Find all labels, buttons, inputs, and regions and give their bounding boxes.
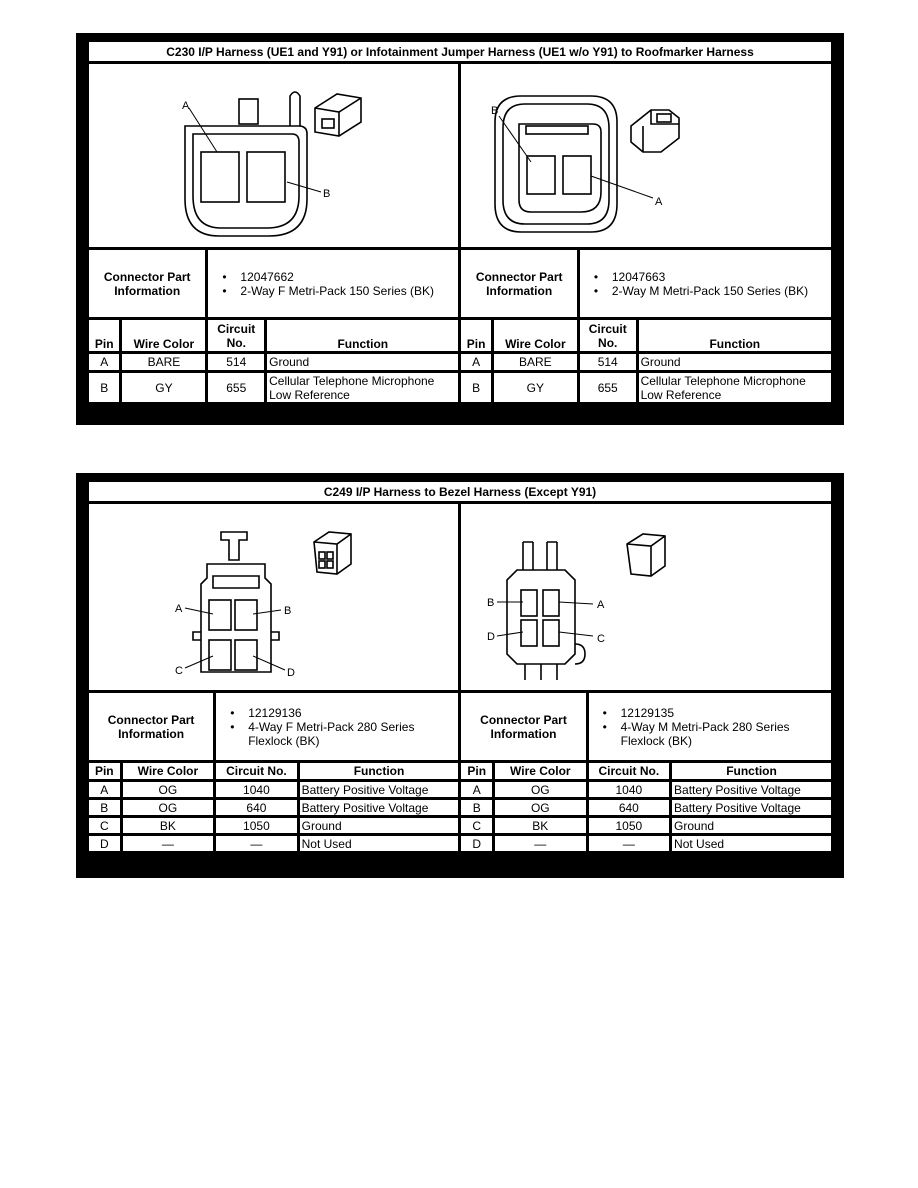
c249-right-part-number: • 12129135 bbox=[597, 706, 831, 720]
table-row bbox=[88, 372, 833, 404]
c230-left-header-pin: Pin bbox=[88, 319, 121, 353]
c230-right-part-info bbox=[578, 249, 832, 319]
c249-right-cpi-label: Connector Part Information bbox=[460, 692, 587, 762]
c249-left-pin-a: A bbox=[88, 781, 122, 799]
c249-right-function-d: Not Used bbox=[671, 835, 833, 853]
c249-header-row bbox=[88, 762, 833, 781]
c230-left-part-description: • 2-Way F Metri-Pack 150 Series (BK) bbox=[216, 284, 458, 298]
c249-callout-c: C bbox=[175, 665, 183, 677]
c230-left-part-number: • 12047662 bbox=[216, 270, 458, 284]
c230-left-part-info bbox=[207, 249, 460, 319]
c249-male-callout-a: A bbox=[597, 599, 605, 611]
c230-right-circuit-b: 655 bbox=[578, 372, 637, 404]
c230-right-part-description: • 2-Way M Metri-Pack 150 Series (BK) bbox=[588, 284, 831, 298]
c249-right-color-c: BK bbox=[494, 817, 588, 835]
connector-table-c230 bbox=[76, 33, 844, 425]
c249-right-pin-a: A bbox=[460, 781, 494, 799]
c249-right-color-d: — bbox=[494, 835, 588, 853]
c249-left-circuit-a: 1040 bbox=[215, 781, 298, 799]
c249-right-color-a: OG bbox=[494, 781, 588, 799]
c230-right-header-wire-color: Wire Color bbox=[492, 319, 578, 353]
c249-right-circuit-a: 1040 bbox=[587, 781, 670, 799]
c249-left-function-d: Not Used bbox=[298, 835, 460, 853]
c249-left-header-pin: Pin bbox=[88, 762, 122, 781]
c230-right-pin-b: B bbox=[460, 372, 492, 404]
c249-right-function-a: Battery Positive Voltage bbox=[671, 781, 833, 799]
c249-title: C249 I/P Harness to Bezel Harness (Except Y91) bbox=[88, 481, 833, 503]
c249-left-pin-c: C bbox=[88, 817, 122, 835]
c230-left-circuit-a: 514 bbox=[207, 353, 266, 372]
c249-right-header-function: Function bbox=[671, 762, 833, 781]
c249-male-callout-d: D bbox=[487, 631, 496, 643]
c249-right-pin-b: B bbox=[460, 799, 494, 817]
c249-left-part-description: • 4-Way F Metri-Pack 280 Series Flexlock (BK) bbox=[224, 720, 458, 748]
c230-left-header-circuit: Circuit No. bbox=[207, 319, 266, 353]
c249-right-header-circuit: Circuit No. bbox=[587, 762, 670, 781]
c230-female-connector-drawing bbox=[89, 64, 457, 247]
c249-right-function-b: Battery Positive Voltage bbox=[671, 799, 833, 817]
c249-right-header-wire-color: Wire Color bbox=[494, 762, 588, 781]
c249-left-circuit-d: — bbox=[215, 835, 298, 853]
c249-male-callout-b: B bbox=[487, 597, 495, 609]
c230-male-callout-b: B bbox=[491, 105, 499, 117]
c249-right-pin-c: C bbox=[460, 817, 494, 835]
c249-left-cpi-label: Connector Part Information bbox=[88, 692, 215, 762]
table-row bbox=[88, 799, 833, 817]
c230-right-pin-a: A bbox=[460, 353, 492, 372]
c230-table bbox=[86, 39, 834, 405]
c230-left-color-b: GY bbox=[121, 372, 207, 404]
c249-left-function-b: Battery Positive Voltage bbox=[298, 799, 460, 817]
c230-title: C230 I/P Harness (UE1 and Y91) or Infotainment Jumper Harness (UE1 w/o Y91) to Roofmarker Harness bbox=[88, 41, 833, 63]
c249-right-circuit-d: — bbox=[587, 835, 670, 853]
c249-left-function-c: Ground bbox=[298, 817, 460, 835]
c230-left-header-wire-color: Wire Color bbox=[121, 319, 207, 353]
c249-left-function-a: Battery Positive Voltage bbox=[298, 781, 460, 799]
c230-right-function-b: Cellular Telephone Microphone Low Reference bbox=[637, 372, 832, 404]
table-row bbox=[88, 817, 833, 835]
c230-left-pin-b: B bbox=[88, 372, 121, 404]
c249-left-color-b: OG bbox=[121, 799, 215, 817]
c249-male-connector-drawing bbox=[461, 504, 827, 690]
c249-right-color-b: OG bbox=[494, 799, 588, 817]
c230-right-function-a: Ground bbox=[637, 353, 832, 372]
c249-male-callout-c: C bbox=[597, 633, 606, 645]
c249-right-header-pin: Pin bbox=[460, 762, 494, 781]
c249-left-part-number: • 12129136 bbox=[224, 706, 458, 720]
c249-callout-b: B bbox=[284, 605, 292, 617]
c249-callout-a: A bbox=[175, 603, 183, 615]
c249-left-color-a: OG bbox=[121, 781, 215, 799]
c249-right-function-c: Ground bbox=[671, 817, 833, 835]
c249-left-color-c: BK bbox=[121, 817, 215, 835]
c249-right-part-description: • 4-Way M Metri-Pack 280 Series Flexlock (BK) bbox=[597, 720, 831, 748]
c249-left-header-function: Function bbox=[298, 762, 460, 781]
c249-table bbox=[86, 479, 834, 854]
c230-male-connector-drawing bbox=[461, 64, 829, 247]
c249-left-pin-d: D bbox=[88, 835, 122, 853]
c249-left-color-d: — bbox=[121, 835, 215, 853]
c230-callout-a: A bbox=[182, 100, 190, 112]
c230-left-function-b: Cellular Telephone Microphone Low Reference bbox=[266, 372, 460, 404]
c230-left-cpi-label: Connector Part Information bbox=[88, 249, 207, 319]
c230-male-connector-diagram bbox=[460, 63, 833, 249]
c249-male-connector-diagram bbox=[460, 503, 833, 692]
c249-female-connector-diagram bbox=[88, 503, 460, 692]
connector-table-c249 bbox=[76, 473, 844, 878]
c249-callout-d: D bbox=[287, 667, 295, 679]
c249-right-circuit-b: 640 bbox=[587, 799, 670, 817]
c230-male-callout-a: A bbox=[655, 196, 663, 208]
c230-right-circuit-a: 514 bbox=[578, 353, 637, 372]
c249-right-pin-d: D bbox=[460, 835, 494, 853]
c230-header-row bbox=[88, 319, 833, 353]
c230-right-color-b: GY bbox=[492, 372, 578, 404]
c249-right-circuit-c: 1050 bbox=[587, 817, 670, 835]
c230-female-connector-diagram bbox=[88, 63, 460, 249]
c230-right-color-a: BARE bbox=[492, 353, 578, 372]
table-row bbox=[88, 781, 833, 799]
c230-callout-b: B bbox=[323, 188, 331, 200]
c249-right-part-info bbox=[587, 692, 832, 762]
table-row bbox=[88, 835, 833, 853]
c249-left-header-wire-color: Wire Color bbox=[121, 762, 215, 781]
c249-left-pin-b: B bbox=[88, 799, 122, 817]
c230-right-part-number: • 12047663 bbox=[588, 270, 831, 284]
c249-left-part-info bbox=[215, 692, 460, 762]
c230-right-cpi-label: Connector Part Information bbox=[460, 249, 578, 319]
c230-right-header-circuit: Circuit No. bbox=[578, 319, 637, 353]
c249-left-circuit-b: 640 bbox=[215, 799, 298, 817]
c230-left-circuit-b: 655 bbox=[207, 372, 266, 404]
c230-right-header-pin: Pin bbox=[460, 319, 492, 353]
c230-left-pin-a: A bbox=[88, 353, 121, 372]
table-row bbox=[88, 353, 833, 372]
c230-left-color-a: BARE bbox=[121, 353, 207, 372]
c249-left-circuit-c: 1050 bbox=[215, 817, 298, 835]
c230-right-header-function: Function bbox=[637, 319, 832, 353]
c249-female-connector-drawing bbox=[89, 504, 455, 690]
c230-left-function-a: Ground bbox=[266, 353, 460, 372]
c249-left-header-circuit: Circuit No. bbox=[215, 762, 298, 781]
c230-left-header-function: Function bbox=[266, 319, 460, 353]
